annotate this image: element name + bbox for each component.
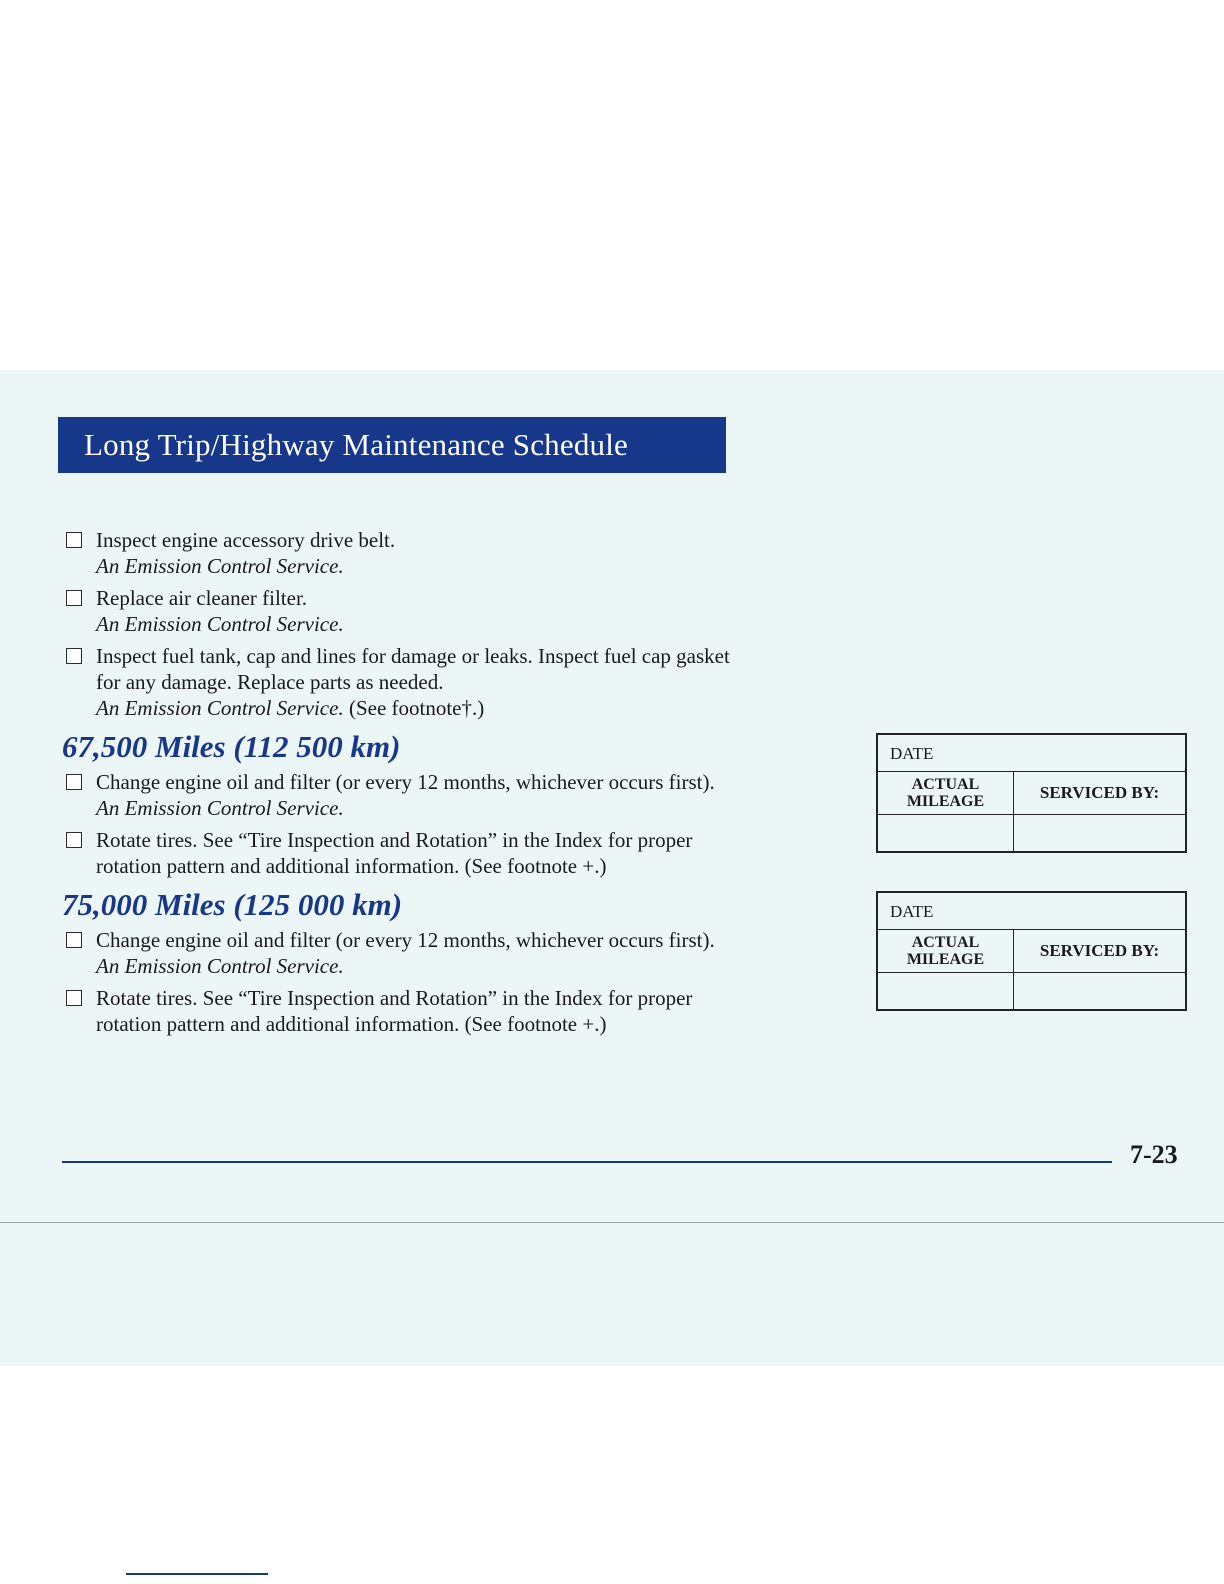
checkbox[interactable] bbox=[66, 648, 82, 664]
log-header-row bbox=[878, 930, 1185, 973]
item-note: An Emission Control Service. bbox=[96, 612, 344, 636]
item-note: An Emission Control Service. bbox=[96, 796, 344, 820]
list-item bbox=[60, 527, 830, 579]
serviced-by-entry-field[interactable] bbox=[1014, 815, 1185, 851]
mileage-entry-field[interactable] bbox=[878, 815, 1014, 851]
log-header-row bbox=[878, 772, 1185, 815]
list-item bbox=[60, 643, 830, 721]
log-entry-row bbox=[878, 973, 1185, 1009]
date-field[interactable]: DATE bbox=[878, 893, 1185, 930]
item-note-italic: An Emission Control Service. bbox=[96, 696, 344, 720]
service-log-box bbox=[876, 733, 1187, 853]
list-item bbox=[60, 827, 830, 879]
list-item bbox=[60, 585, 830, 637]
mileage-heading-75000: 75,000 Miles (125 000 km) bbox=[62, 887, 403, 922]
item-text: Rotate tires. See “Tire Inspection and Rotation” in the Index for proper bbox=[96, 828, 693, 852]
footer-rule bbox=[62, 1161, 1112, 1163]
actual-mileage-label: ACTUAL MILEAGE bbox=[878, 772, 1014, 814]
serviced-by-label: SERVICED BY: bbox=[1039, 783, 1160, 802]
item-text-continued: rotation pattern and additional information. (See footnote +.) bbox=[96, 854, 607, 878]
list-item bbox=[60, 985, 830, 1037]
item-text: Inspect fuel tank, cap and lines for damage or leaks. Inspect fuel cap gasket bbox=[96, 644, 730, 668]
checkbox[interactable] bbox=[66, 774, 82, 790]
mileage-entry-field[interactable] bbox=[878, 973, 1014, 1009]
list-item bbox=[60, 769, 830, 821]
serviced-by-label: SERVICED BY: bbox=[1039, 941, 1160, 960]
checkbox[interactable] bbox=[66, 932, 82, 948]
checkbox[interactable] bbox=[66, 832, 82, 848]
page-number: 7-23 bbox=[1130, 1140, 1178, 1169]
actual-mileage-label: ACTUAL MILEAGE bbox=[878, 930, 1014, 972]
serviced-by-entry-field[interactable] bbox=[1014, 973, 1185, 1009]
page-edge-divider bbox=[0, 1222, 1224, 1223]
service-log-box bbox=[876, 891, 1187, 1011]
footnote-rule bbox=[126, 1573, 268, 1575]
date-field[interactable]: DATE bbox=[878, 735, 1185, 772]
section-banner bbox=[58, 417, 726, 473]
item-text-continued: for any damage. Replace parts as needed. bbox=[96, 670, 444, 694]
item-note: An Emission Control Service. bbox=[96, 554, 344, 578]
page-title: Long Trip/Highway Maintenance Schedule bbox=[84, 427, 628, 462]
mileage-heading-67500: 67,500 Miles (112 500 km) bbox=[62, 729, 401, 764]
item-note bbox=[96, 695, 830, 721]
item-text-continued: rotation pattern and additional information. (See footnote +.) bbox=[96, 1012, 607, 1036]
item-text: Change engine oil and filter (or every 12 months, whichever occurs first). bbox=[96, 770, 715, 794]
item-note-footnote: (See footnote†.) bbox=[343, 696, 485, 720]
checkbox[interactable] bbox=[66, 532, 82, 548]
item-text: Replace air cleaner filter. bbox=[96, 586, 308, 610]
checkbox[interactable] bbox=[66, 990, 82, 1006]
item-text: Inspect engine accessory drive belt. bbox=[96, 528, 396, 552]
checkbox[interactable] bbox=[66, 590, 82, 606]
log-entry-row bbox=[878, 815, 1185, 851]
item-text: Rotate tires. See “Tire Inspection and Rotation” in the Index for proper bbox=[96, 986, 693, 1010]
item-text: Change engine oil and filter (or every 12 months, whichever occurs first). bbox=[96, 928, 715, 952]
schedule-content bbox=[60, 527, 830, 1043]
item-note: An Emission Control Service. bbox=[96, 954, 344, 978]
list-item bbox=[60, 927, 830, 979]
